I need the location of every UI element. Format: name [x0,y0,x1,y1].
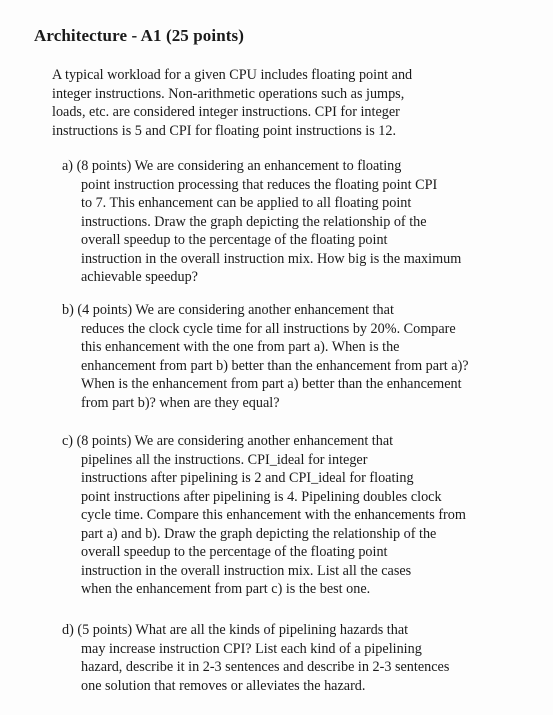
question-a [62,157,461,287]
question-a-line: achievable speedup? [81,269,198,285]
question-c-line: c) (8 points) We are considering another enhancement that [62,433,394,449]
question-d-line: d) (5 points) What are all the kinds of pipelining hazards that [62,622,409,638]
question-b [62,301,469,412]
question-b-line: from part b)? when are they equal? [81,394,280,411]
intro-paragraph [52,66,412,140]
question-d-line: may increase instruction CPI? List each kind of a pipelining [81,640,422,657]
question-a-line: instruction in the overall instruction mix. How big is the maximum [81,250,462,267]
question-c-line: instructions after pipelining is 2 and CPI_ideal for floating [81,470,414,486]
question-c-line: cycle time. Compare this enhancement with the enhancements from [81,507,466,523]
question-a-line: overall speedup to the percentage of the floating point [81,232,388,248]
question-c-line: point instructions after pipelining is 4. Pipelining doubles clock [81,488,442,505]
question-a-line: instructions. Draw the graph depicting the relationship of the [81,213,427,230]
question-c-line: instruction in the overall instruction mix. List all the cases [81,562,412,579]
question-c-line: pipelines all the instructions. CPI_ideal for integer [81,451,368,468]
question-c-line: when the enhancement from part c) is the best one. [81,581,371,597]
question-a-line: to 7. This enhancement can be applied to all floating point [81,195,412,211]
question-b-line: this enhancement with the one from part a). When is the [81,339,400,355]
question-d-line: one solution that removes or alleviates the hazard. [81,677,366,694]
question-b-line: When is the enhancement from part a) better than the enhancement [81,376,462,392]
question-a-line: a) (8 points) We are considering an enhancement to floating [62,158,402,174]
intro-line: integer instructions. Non-arithmetic operations such as jumps, [52,85,405,102]
intro-line: loads, etc. are considered integer instructions. CPI for integer [52,104,400,120]
intro-line: A typical workload for a given CPU includes floating point and [52,67,413,83]
question-c-line: part a) and b). Draw the graph depicting the relationship of the [81,525,437,542]
page-title: Architecture - A1 (25 points) [34,26,245,45]
question-c-line: overall speedup to the percentage of the floating point [81,544,388,560]
question-d-line: hazard, describe it in 2-3 sentences and describe in 2-3 sentences [81,659,450,675]
question-c [62,432,466,599]
question-b-line: b) (4 points) We are considering another enhancement that [62,302,394,318]
intro-line: instructions is 5 and CPI for floating point instructions is 12. [52,122,397,139]
question-b-line: reduces the clock cycle time for all instructions by 20%. Compare [81,320,456,337]
question-b-line: enhancement from part b) better than the enhancement from part a)? [81,357,469,374]
question-d [62,621,449,695]
question-a-line: point instruction processing that reduces the floating point CPI [81,176,438,193]
